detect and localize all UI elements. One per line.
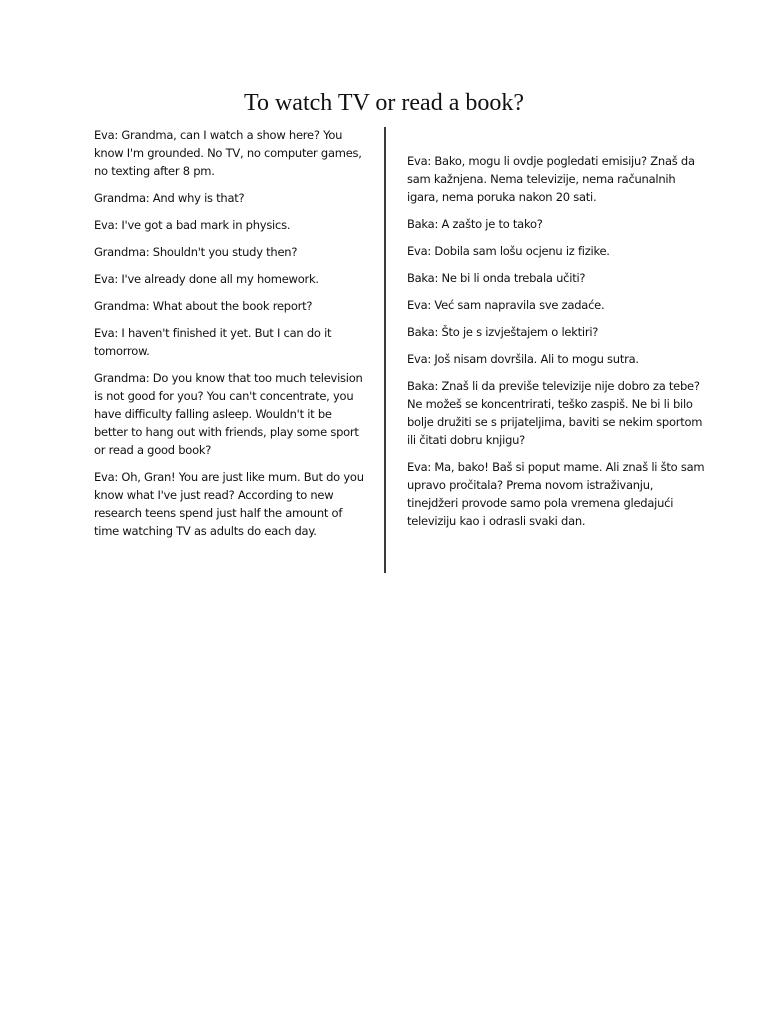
dialogue-line-hr: Eva: Bako, mogu li ovdje pogledati emisiju? Znaš da sam kažnjena. Nema televizije, nema računalnih igara, nema poruka nakon 20 sati. xyxy=(407,154,695,204)
dialogue-line-en: Eva: Grandma, can I watch a show here? You know I'm grounded. No TV, no computer games, no texting after 8 pm. xyxy=(94,128,362,178)
english-dialogue-column xyxy=(94,126,366,549)
dialogue-line-en: Grandma: Do you know that too much television is not good for you? You can't concentrate, you have difficulty falling asleep. Wouldn't it be better to hang out with friends, play some sport or read a good book? xyxy=(94,371,363,457)
dialogue-line-hr: Baka: Znaš li da previše televizije nije dobro za tebe? Ne možeš se koncentrirati, teško zaspiš. Ne bi li bilo bolje družiti se s prijateljima, baviti se nekim sportom ili čitati dobru knjigu? xyxy=(407,379,703,447)
croatian-dialogue-column xyxy=(407,152,705,539)
dialogue-line-en: Grandma: And why is that? xyxy=(94,191,245,205)
dialogue-line-hr: Baka: Ne bi li onda trebala učiti? xyxy=(407,271,586,285)
dialogue-line-hr: Eva: Ma, bako! Baš si poput mame. Ali znaš li što sam upravo pročitala? Prema novom istraživanju, tinejdžeri provode samo pola vremena gledajući televiziju kao i odrasli svaki dan. xyxy=(407,460,705,528)
dialogue-line-hr: Eva: Još nisam dovršila. Ali to mogu sutra. xyxy=(407,352,639,366)
column-divider xyxy=(384,127,386,573)
dialogue-line-en: Eva: I've got a bad mark in physics. xyxy=(94,218,291,232)
dialogue-line-hr: Eva: Dobila sam lošu ocjenu iz fizike. xyxy=(407,244,610,258)
dialogue-line-en: Grandma: Shouldn't you study then? xyxy=(94,245,298,259)
dialogue-line-en: Eva: Oh, Gran! You are just like mum. But do you know what I've just read? According to new research teens spend just half the amount of time watching TV as adults do each day. xyxy=(94,470,364,538)
dialogue-line-en: Grandma: What about the book report? xyxy=(94,299,313,313)
dialogue-line-hr: Baka: A zašto je to tako? xyxy=(407,217,543,231)
dialogue-line-hr: Baka: Što je s izvještajem o lektiri? xyxy=(407,325,599,339)
dialogue-line-en: Eva: I haven't finished it yet. But I can do it tomorrow. xyxy=(94,326,332,358)
dialogue-line-hr: Eva: Već sam napravila sve zadaće. xyxy=(407,298,605,312)
page-title: To watch TV or read a book? xyxy=(243,90,524,116)
dialogue-line-en: Eva: I've already done all my homework. xyxy=(94,272,319,286)
